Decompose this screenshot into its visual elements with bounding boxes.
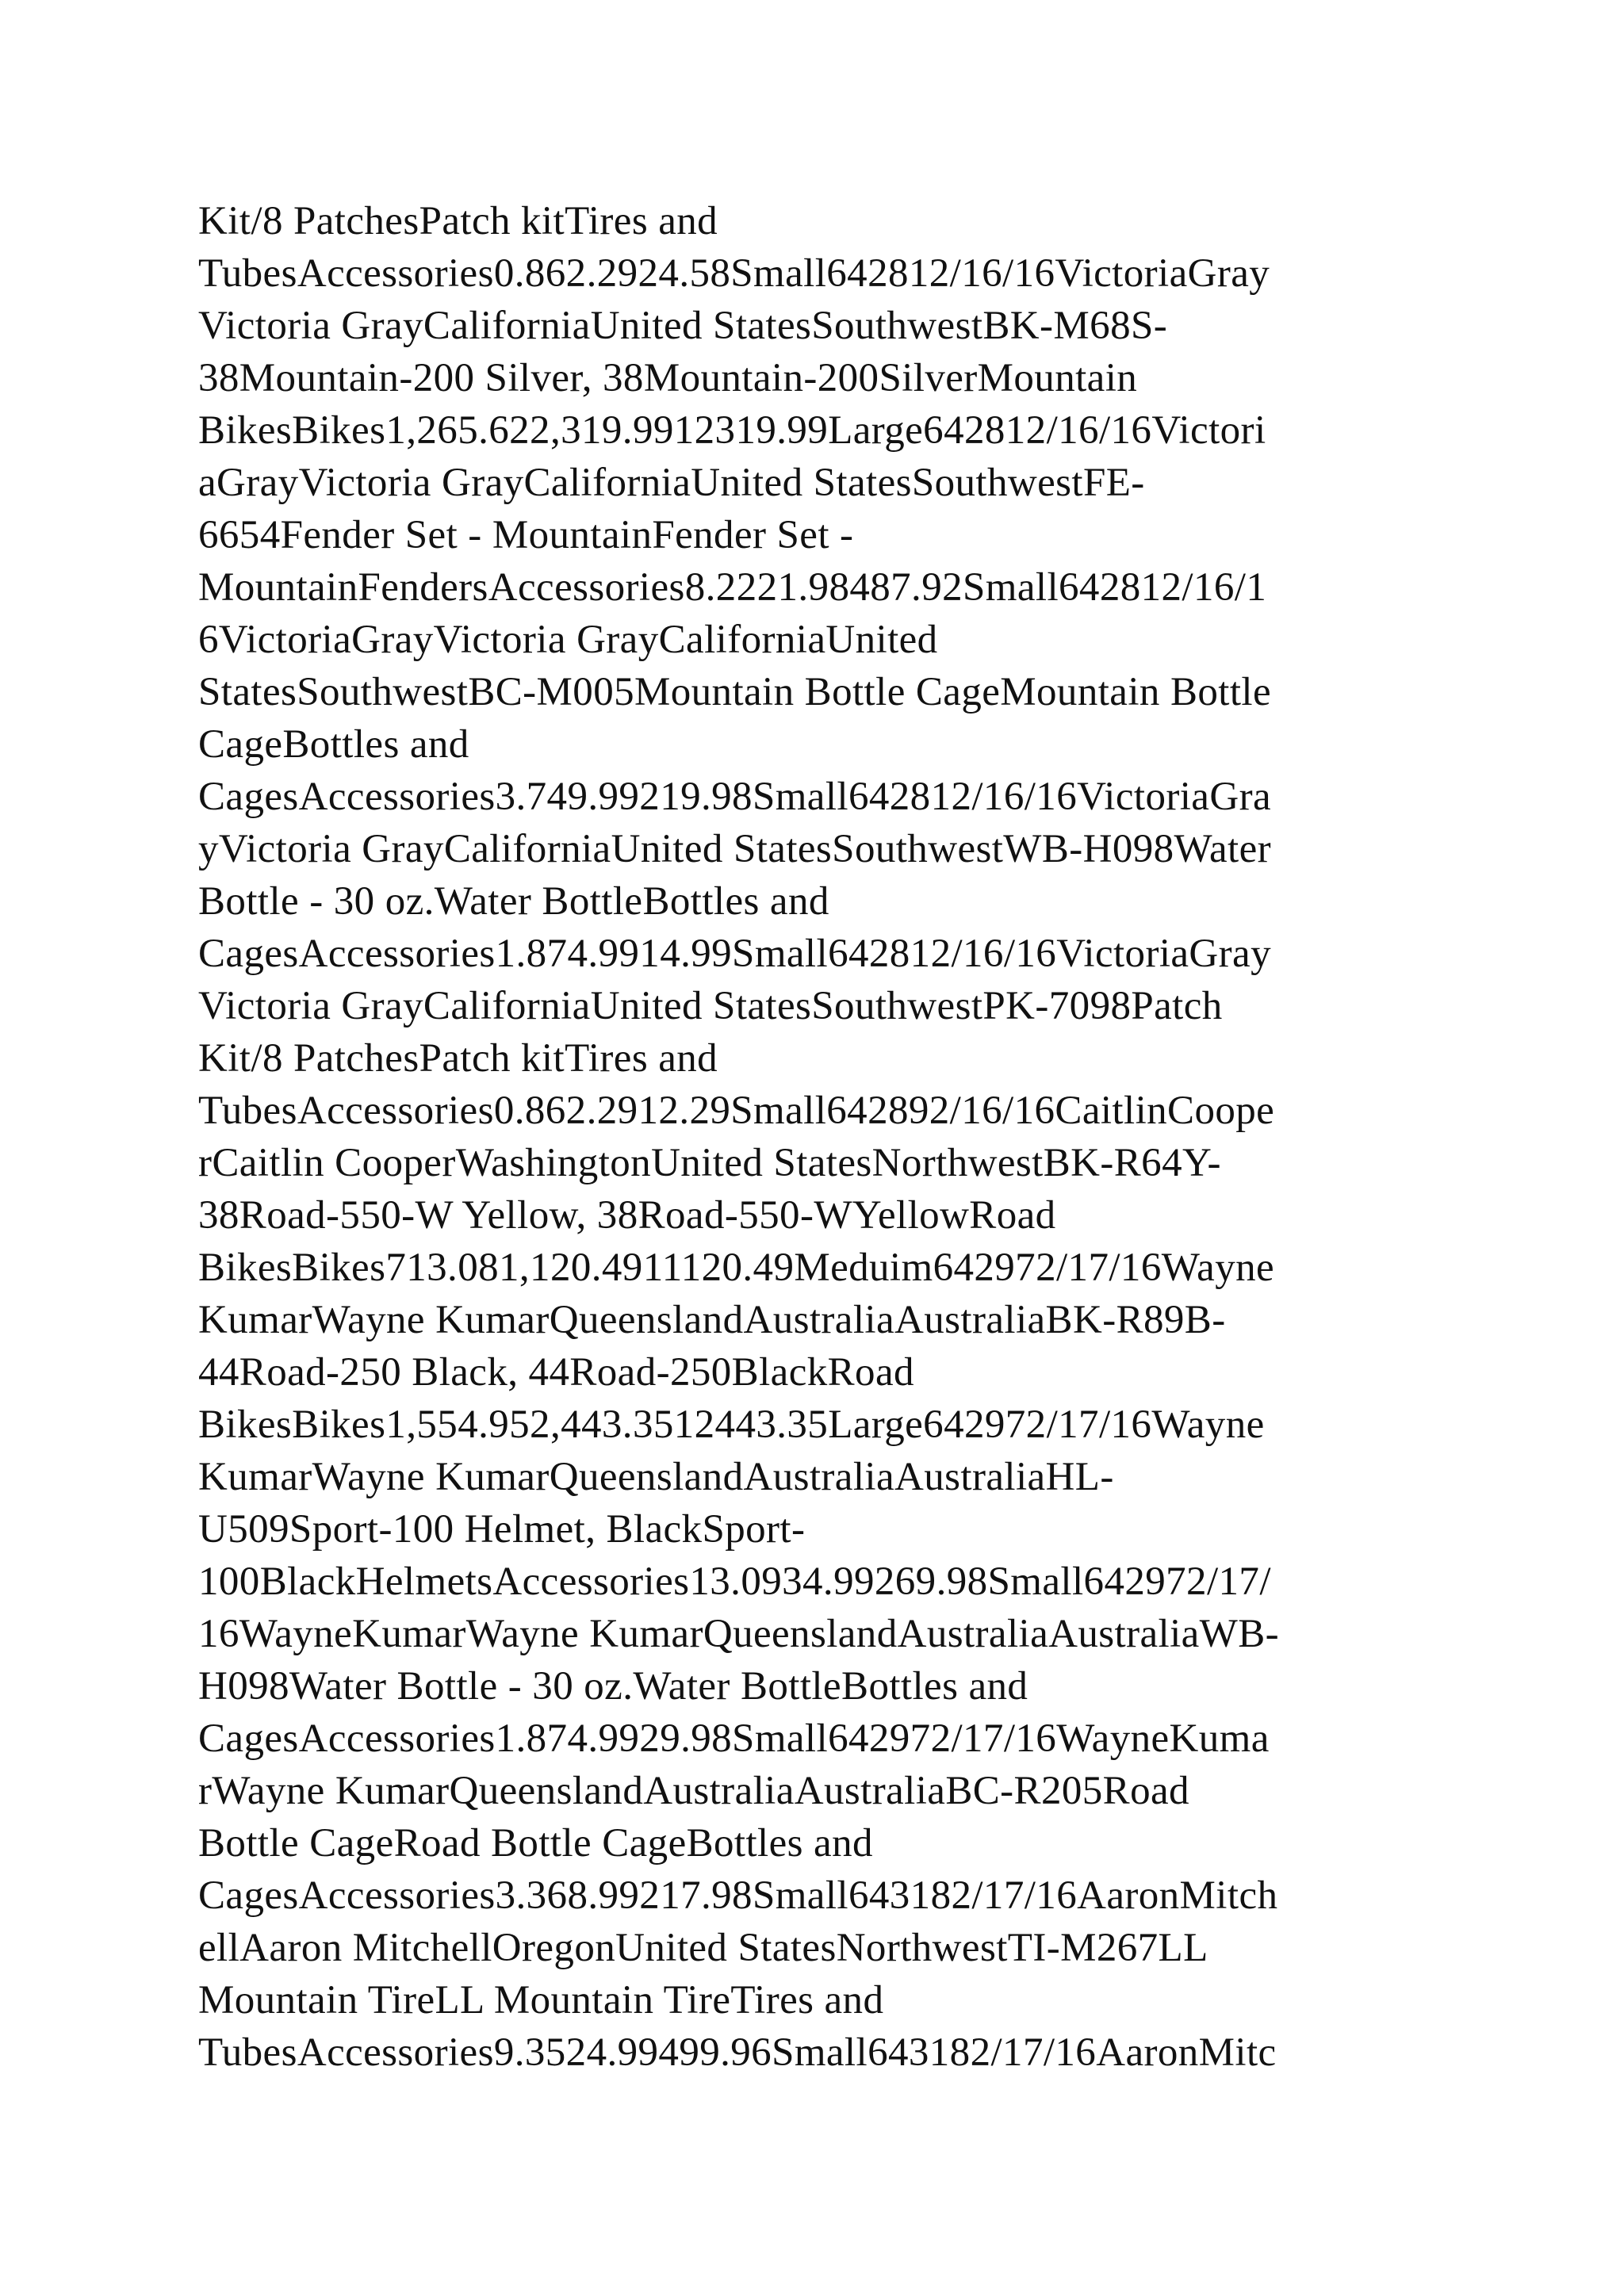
text-line: StatesSouthwestBC-M005Mountain Bottle CageMountain Bottle <box>198 670 1272 714</box>
text-line: CagesAccessories3.368.99217.98Small643182/17/16AaronMitch <box>198 1873 1278 1918</box>
text-line: U509Sport-100 Helmet, BlackSport- <box>198 1507 806 1552</box>
document-text-block <box>198 195 1451 2079</box>
text-line: KumarWayne KumarQueenslandAustraliaAustraliaHL- <box>198 1455 1114 1499</box>
text-line: Kit/8 PatchesPatch kitTires and <box>198 1036 718 1081</box>
text-line: Victoria GrayCaliforniaUnited StatesSouthwestBK-M68S- <box>198 304 1168 348</box>
text-line: Bottle - 30 oz.Water BottleBottles and <box>198 879 829 924</box>
text-line: 16WayneKumarWayne KumarQueenslandAustraliaAustraliaWB- <box>198 1612 1280 1656</box>
text-line: aGrayVictoria GrayCaliforniaUnited StatesSouthwestFE- <box>198 461 1145 505</box>
text-line: yVictoria GrayCaliforniaUnited StatesSouthwestWB-H098Water <box>198 827 1272 871</box>
text-line: CagesAccessories1.874.9914.99Small642812/16/16VictoriaGray <box>198 932 1271 976</box>
text-line: BikesBikes713.081,120.4911120.49Meduim642972/17/16Wayne <box>198 1246 1275 1290</box>
text-line: TubesAccessories9.3524.99499.96Small643182/17/16AaronMitc <box>198 2030 1277 2075</box>
text-line: 100BlackHelmetsAccessories13.0934.99269.98Small642972/17/ <box>198 1559 1271 1604</box>
text-line: Kit/8 PatchesPatch kitTires and <box>198 199 718 243</box>
text-line: MountainFendersAccessories8.2221.98487.92Small642812/16/1 <box>198 565 1267 610</box>
text-line: TubesAccessories0.862.2924.58Small642812/16/16VictoriaGray <box>198 251 1270 296</box>
text-line: BikesBikes1,554.952,443.3512443.35Large642972/17/16Wayne <box>198 1402 1265 1447</box>
text-line: 38Mountain-200 Silver, 38Mountain-200SilverMountain <box>198 356 1138 400</box>
text-line: H098Water Bottle - 30 oz.Water BottleBottles and <box>198 1664 1028 1709</box>
text-line: TubesAccessories0.862.2912.29Small642892/16/16CaitlinCoope <box>198 1089 1275 1133</box>
text-line: KumarWayne KumarQueenslandAustraliaAustraliaBK-R89B- <box>198 1298 1226 1342</box>
text-line: CagesAccessories3.749.99219.98Small642812/16/16VictoriaGra <box>198 775 1271 819</box>
text-line: CageBottles and <box>198 722 469 767</box>
text-line: 6VictoriaGrayVictoria GrayCaliforniaUnited <box>198 618 938 662</box>
text-line: Mountain TireLL Mountain TireTires and <box>198 1978 884 2022</box>
text-line: rCaitlin CooperWashingtonUnited StatesNorthwestBK-R64Y- <box>198 1141 1221 1185</box>
text-line: CagesAccessories1.874.9929.98Small642972/17/16WayneKuma <box>198 1716 1270 1761</box>
text-line: Bottle CageRoad Bottle CageBottles and <box>198 1821 873 1866</box>
text-line: 6654Fender Set - MountainFender Set - <box>198 513 854 557</box>
text-line: BikesBikes1,265.622,319.9912319.99Large642812/16/16Victori <box>198 408 1266 453</box>
text-line: Victoria GrayCaliforniaUnited StatesSouthwestPK-7098Patch <box>198 984 1223 1028</box>
text-line: rWayne KumarQueenslandAustraliaAustraliaBC-R205Road <box>198 1769 1189 1813</box>
text-line: ellAaron MitchellOregonUnited StatesNorthwestTI-M267LL <box>198 1926 1208 1970</box>
text-line: 44Road-250 Black, 44Road-250BlackRoad <box>198 1350 914 1395</box>
text-line: 38Road-550-W Yellow, 38Road-550-WYellowRoad <box>198 1193 1056 1238</box>
